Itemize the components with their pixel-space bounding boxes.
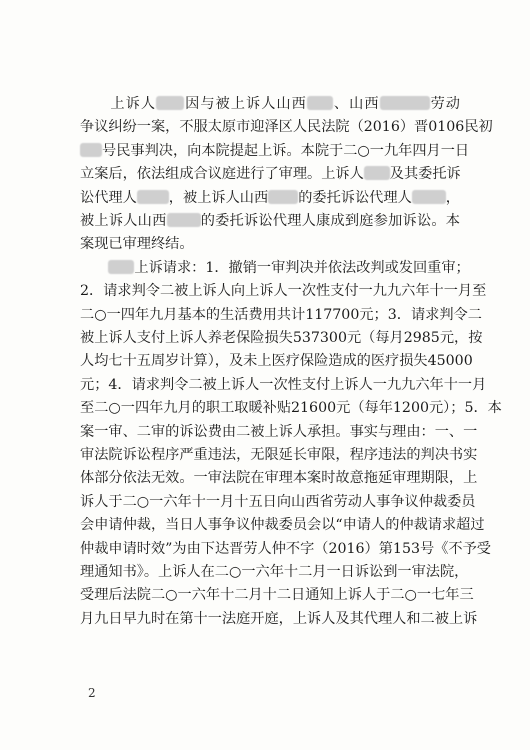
text-segment: 人均七十五周岁计算），及未上医疗保险造成的医疗损失45000 [80,353,473,370]
redacted-name [268,190,298,204]
text-segment: 被上诉人山西 [80,213,167,229]
text-line [80,351,473,371]
redacted-name [380,96,430,110]
text-segment: 月九日早九时在第十一法庭开庭，上诉人及其代理人和二被上诉 [80,610,478,627]
text-segment: 会申请仲裁，当日人事争议仲裁委员会以“申请人的仲裁请求超过 [80,517,485,534]
redacted-name [156,96,184,110]
text-line [80,515,485,535]
text-segment: 上诉人 [80,96,157,112]
text-segment: 体部分依法无效。一审法院在审理本案时故意拖延审理期限，上 [80,470,478,487]
text-segment: 受理后法院二○一六年十二月十二日通知上诉人于二○一七年三 [80,587,474,604]
text-segment: 仲裁申请时效”为由下达晋劳人仲不字（2016）第153号《不予受 [80,540,491,557]
text-line [80,211,460,231]
redacted-name [364,166,390,180]
text-segment: 立案后，依法组成合议庭进行了审理。上诉人 [80,166,364,183]
redacted-name [167,213,201,227]
text-line [80,281,487,301]
text-segment: 诉人于二○一六年十一月十五日向山西省劳动人事争议仲裁委员 [80,493,476,510]
text-segment: 案一审、二审的诉讼费由二被上诉人承担。事实与理由：一、一 [80,423,478,440]
text-segment: 被上诉人支付上诉人养老保险损失537300元（每月2985元，按 [80,330,483,346]
text-line [80,585,474,605]
text-line [80,94,460,114]
redacted-name [108,260,134,274]
text-line [80,258,470,278]
redacted-name [412,190,446,204]
text-line [80,328,483,348]
text-line [80,375,487,395]
text-segment: 因与被上诉人山西 [184,96,307,112]
text-segment: 争议纠纷一案，不服太原市迎泽区人民法院（2016）晋0106民初 [80,119,493,136]
text-line [80,117,493,137]
text-line [80,492,476,512]
text-segment: 的委托诉讼代理人康成到庭参加诉讼。本 [200,213,460,229]
text-line [80,398,502,418]
text-line [80,422,478,442]
text-segment: 的委托诉讼代理人 [298,189,412,206]
text-segment: 、山西 [332,96,380,112]
text-segment: 劳动 [429,96,460,112]
text-segment: 理通知书》。上诉人在二○一六年十二月一日诉讼到一审法院， [80,564,469,580]
text-segment: 2．请求判令二被上诉人向上诉人一次性支付一九九六年十一月至 [80,283,487,300]
text-line [80,468,478,488]
text-segment: 元；4．请求判令二被上诉人一次性支付上诉人一九九六年十一月 [80,376,487,393]
text-line [80,445,478,465]
page-number: 2 [88,686,96,700]
text-line [80,562,469,582]
text-segment: 及其委托诉 [389,166,461,183]
text-line [80,609,478,629]
text-segment: ，被上诉人山西 [168,189,269,206]
text-line [80,164,460,184]
text-segment: ， [445,189,460,206]
redacted-name [80,143,102,157]
text-segment: 号民事判决，向本院提起上诉。本院于二○一九年四月一日 [102,142,470,159]
text-line [80,188,460,208]
text-line [80,305,482,325]
text-line [80,234,460,254]
text-segment: 审法院诉讼程序严重违法，无限延长审限，程序违法的判决书实 [80,447,478,463]
redacted-name [307,96,333,110]
text-segment [80,260,108,276]
text-segment: 案现已审理终结。 [80,236,194,253]
text-line [80,539,491,559]
text-segment: 讼代理人 [80,189,137,206]
redacted-name [137,190,169,204]
text-segment: 二○一四年九月基本的生活费用共计117700元；3．请求判令二 [80,306,482,323]
text-line [80,141,470,161]
text-segment: 上诉请求：1．撤销一审判决并依法改判或发回重审； [134,259,470,276]
text-segment: 至二○一四年九月的职工取暖补贴21600元（每年1200元）；5．本 [80,400,502,417]
